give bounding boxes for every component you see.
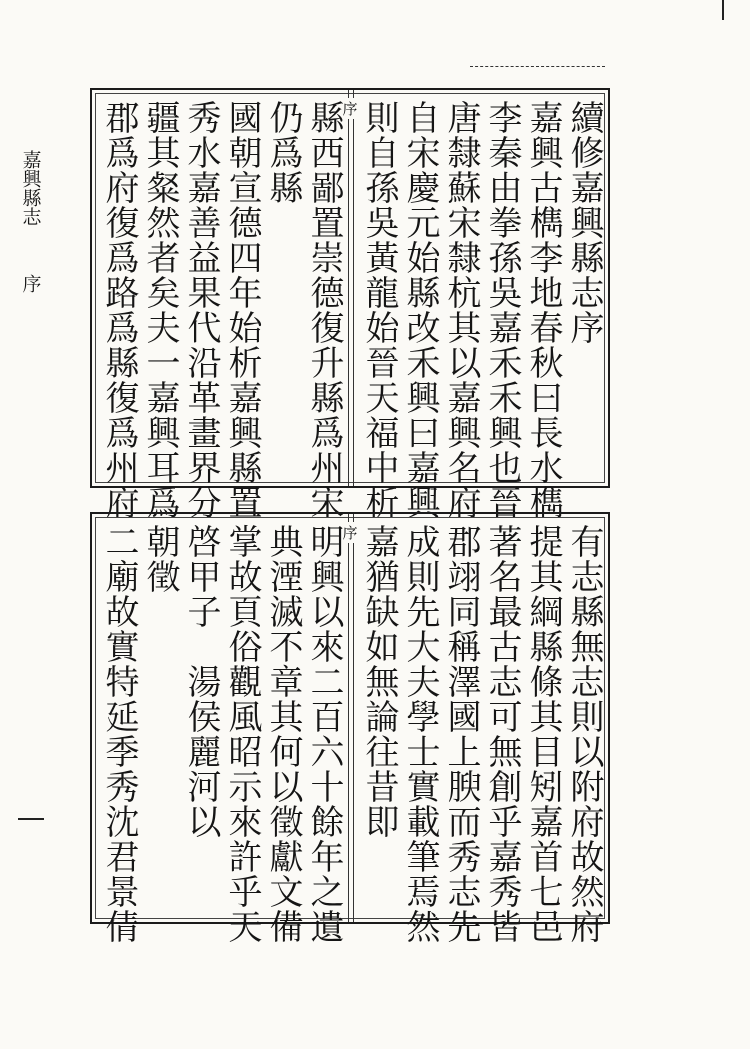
section-text: 序 — [19, 274, 42, 293]
text-column: 秀水嘉善益果代沿革畫界分 — [181, 100, 221, 520]
text-column: 李秦由拳孫吳嘉禾禾興也晉 — [482, 100, 522, 520]
book-title-text: 嘉興縣志 — [19, 150, 42, 226]
page-number-mark — [18, 818, 44, 820]
text-column: 二廟故實特延季秀沈君景倩 — [99, 524, 139, 944]
text-panel-top — [90, 88, 610, 520]
text-column: 嘉興古檇李地春秋曰長水檇 — [523, 100, 563, 520]
text-column: 朝徵 — [140, 524, 180, 594]
text-column: 掌故頁俗觀風昭示來許乎天 — [222, 524, 262, 944]
column-group — [92, 524, 608, 944]
text-column: 提其綱縣條其目矧嘉首七邑 — [523, 524, 563, 944]
margin-book-title — [15, 150, 45, 293]
text-column: 典湮滅不章其何以徵獻文備 — [263, 524, 303, 944]
page-edge-mark — [722, 0, 724, 20]
text-column: 郡翊同稱澤國上腴而秀志先 — [441, 524, 481, 944]
text-column: 則自孫吳黃龍始晉天福中析 — [359, 100, 399, 520]
text-column: 疆其粲然者矣夫一嘉興耳爲 — [140, 100, 180, 520]
text-column: 縣西鄙置崇德復升縣爲州宋 — [304, 100, 344, 520]
text-column: 啓甲子 湯侯麗河以 — [181, 524, 221, 839]
text-column: 國朝宣德四年始析嘉興縣置 — [222, 100, 262, 520]
text-column: 自宋慶元始縣改禾興曰嘉興 — [400, 100, 440, 520]
text-panel-bottom — [90, 512, 610, 944]
text-column: 續修嘉興縣志序 — [564, 100, 604, 345]
header-rule — [470, 66, 605, 85]
column-group — [92, 100, 608, 520]
text-column: 仍爲縣 — [263, 100, 303, 205]
text-column: 嘉猶缺如無論往昔即 — [359, 524, 399, 839]
text-column: 成則先大夫學士實載筆焉然 — [400, 524, 440, 944]
text-column: 唐隸蘇宋隸杭其以嘉興名府 — [441, 100, 481, 520]
text-column: 明興以來二百六十餘年之遺 — [304, 524, 344, 944]
text-column: 有志縣無志則以附府故然府 — [564, 524, 604, 944]
fold-label: 序 — [340, 98, 360, 119]
text-column: 著名最古志可無創乎嘉秀皆 — [482, 524, 522, 944]
text-column: 郡爲府復爲路爲縣復爲州府 — [99, 100, 139, 520]
fold-label: 序 — [340, 522, 360, 543]
